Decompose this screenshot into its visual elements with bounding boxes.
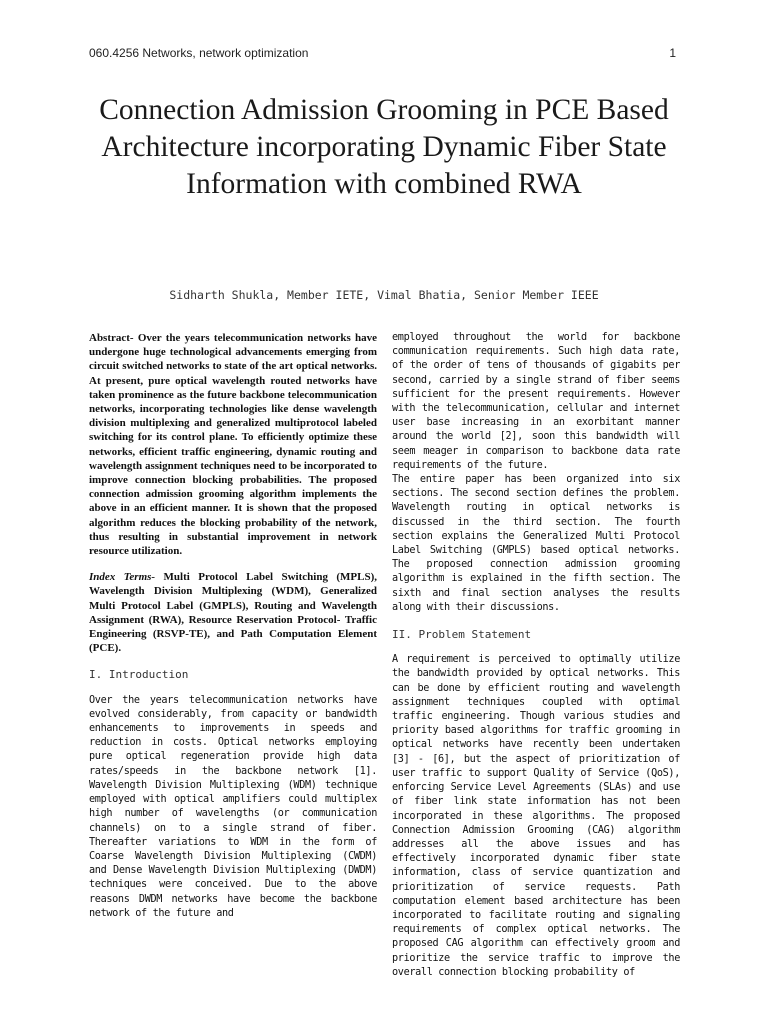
introduction-text: Over the years telecommunication networks have evolved considerably, from capacity or bandwidth enhancements to improvements in speeds and reduction in costs. Optical networks employing pure optical regeneration provide high data rates/speeds in the backbone network [1]. Wavelength Division Multiplexing (WDM) technique employed with optical amplifiers could multiplex high number of wavelengths (or communication channels) on to a single strand of fiber. Thereafter variations to WDM in the form of Coarse Wavelength Division Multiplexing (CWDM) and Dense Wavelength Division Multiplexing (DWDM) techniques were conceived. Due to the above reasons DWDM networks have become the backbone network of the future and bbox=[89, 694, 377, 919]
running-header bbox=[89, 46, 676, 60]
abstract: Abstract- Over the years telecommunication networks have undergone huge technological advancements emerging from circuit switched networks to state of the art optical networks. At present, pure optical wavelength routed networks have taken prominence as the future backbone telecommunication networks, incorporating technologies like dense wavelength division multiplexing and generalized multiprotocol labeled switching for its control plane. To efficiently optimize these networks, efficient traffic engineering, dynamic routing and wavelength assignment techniques need to be incorporated to improve connection blocking probabilities. The proposed connection admission grooming algorithm implements the above in an efficient manner. It is shown that the proposed algorithm reduces the blocking probability of the network, thus resulting in substantial improvement in network resource utilization. bbox=[89, 332, 377, 558]
left-column bbox=[89, 331, 377, 921]
page-number: 1 bbox=[669, 46, 676, 60]
body-paragraph-2: The entire paper has been organized into six sections. The second section defines the problem. Wavelength routing in optical networks is discussed in the third section. The fourth section explains the Generalized Multi Protocol Label Switching (GMPLS) based optical networks. The proposed connection admission grooming algorithm is explained in the fifth section. The sixth and final section analyses the results along with their discussions. bbox=[392, 474, 680, 613]
section-heading-problem-statement: II. Problem Statement bbox=[392, 628, 532, 642]
right-column bbox=[392, 331, 680, 980]
index-terms-text: Multi Protocol Label Switching (MPLS), Wavelength Division Multiplexing (WDM), Generalized Multi Protocol Label (GMPLS), Routing and Wavelength Assignment (RWA), Resource Reservation Protocol- Traffic Engineering (RSVP-TE), and Path Computation Element (PCE). bbox=[89, 571, 378, 655]
body-paragraph-1: employed throughout the world for backbone communication requirements. Such high data rate, of the order of tens of thousands of gigabits per second, carried by a single strand of fiber seems sufficient for the present requirements. However with the telecommunication, cellular and internet user base increasing in an exorbitant manner around the world [2], soon this bandwidth will seem meager in comparison to backbone data rate requirements of the future. bbox=[392, 332, 680, 471]
body-paragraph-3: A requirement is perceived to optimally utilize the bandwidth provided by optical networks. This can be done by efficient routing and wavelength assignment techniques coupled with optimal traffic engineering. Though various studies and priority based algorithms for traffic grooming in optical networks have recently been undertaken [3] - [6], but the aspect of prioritization of user traffic to support Quality of Service (QoS), enforcing Service Level Agreements (SLAs) and use of fiber link state information has not been incorporated in these algorithms. The proposed Connection Admission Grooming (CAG) algorithm addresses all the above issues and has effectively incorporated dynamic fiber state information, class of service quantization and prioritization of service requests. Path computation element based architecture has been incorporated to facilitate routing and signaling requirements of complex optical networks. The proposed CAG algorithm can effectively groom and prioritize the service traffic to improve the overall connection blocking probability of bbox=[392, 654, 680, 978]
paper-title: Connection Admission Grooming in PCE Based Architecture incorporating Dynamic Fiber State Information with combined RWA bbox=[99, 94, 669, 200]
index-terms-label: Index Terms- bbox=[89, 571, 156, 584]
paper-authors: Sidharth Shukla, Member IETE, Vimal Bhatia, Senior Member IEEE bbox=[169, 288, 599, 302]
index-terms bbox=[89, 570, 377, 655]
header-journal: 060.4256 Networks, network optimization bbox=[89, 46, 309, 60]
section-heading-introduction: I. Introduction bbox=[89, 668, 189, 682]
